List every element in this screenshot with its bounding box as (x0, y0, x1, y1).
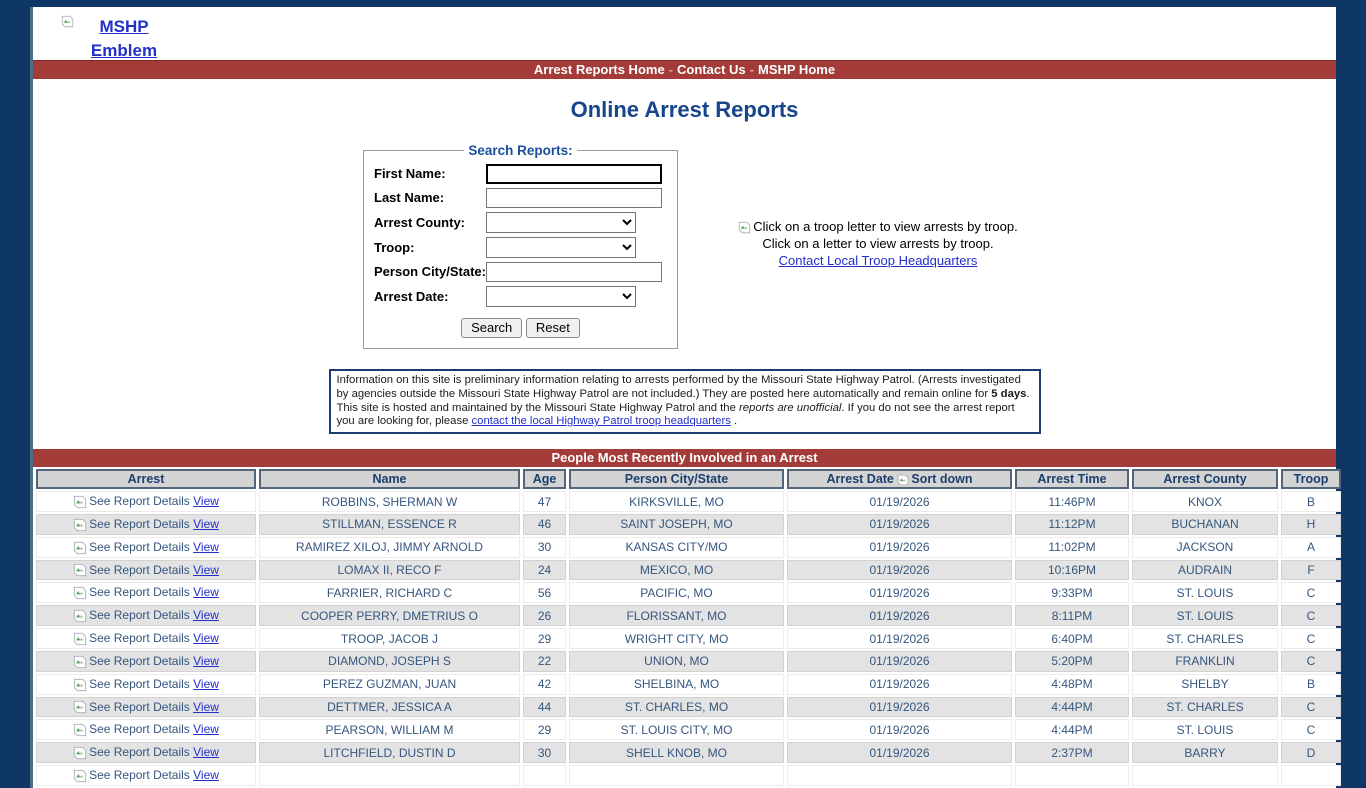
arrest-county-cell: ST. LOUIS (1132, 719, 1278, 740)
arrest-date-cell: 01/19/2026 (787, 537, 1012, 558)
name-cell: PEARSON, WILLIAM M (259, 719, 520, 740)
nav-arrest-reports-home-link[interactable]: Arrest Reports Home (533, 62, 665, 77)
arrest-table-row (36, 560, 1341, 581)
col-header-person-city-state: Person City/State (569, 469, 784, 489)
age-cell: 29 (523, 628, 566, 649)
name-cell: TROOP, JACOB J (259, 628, 520, 649)
arrest-table-row (36, 742, 1341, 763)
city-state-cell: KIRKSVILLE, MO (569, 491, 784, 512)
arrest-table (33, 467, 1344, 788)
arrest-table-row (36, 537, 1341, 558)
arrest-cell (36, 582, 256, 603)
arrest-county-cell: ST. LOUIS (1132, 582, 1278, 603)
arrest-table-row (36, 582, 1341, 603)
content-area (30, 7, 1336, 788)
see-report-details-text: See Report Details (89, 768, 190, 783)
view-report-link[interactable]: View (193, 745, 219, 760)
top-navbar (33, 60, 1336, 79)
broken-image-icon (73, 518, 87, 532)
arrest-county-cell: BUCHANAN (1132, 514, 1278, 535)
arrest-cell (36, 560, 256, 581)
notice-text: . (730, 415, 738, 428)
nav-contact-us-link[interactable]: Contact Us (677, 62, 746, 77)
arrest-table-row (36, 514, 1341, 535)
arrest-date-label: Arrest Date: (374, 288, 449, 304)
person-city-state-input[interactable] (486, 262, 662, 282)
arrest-cell (36, 765, 256, 786)
see-report-details-text: See Report Details (89, 745, 190, 760)
arrest-cell (36, 628, 256, 649)
search-reports-fieldset (363, 143, 678, 349)
arrest-date-cell: 01/19/2026 (787, 674, 1012, 695)
city-state-cell: UNION, MO (569, 651, 784, 672)
name-cell: DIAMOND, JOSEPH S (259, 651, 520, 672)
view-report-link[interactable]: View (193, 585, 219, 600)
see-report-details-text: See Report Details (89, 608, 190, 623)
arrest-table-row (36, 491, 1341, 512)
arrest-time-cell: 11:02PM (1015, 537, 1129, 558)
col-header-arrest-date (787, 469, 1012, 489)
arrest-cell (36, 651, 256, 672)
arrest-time-cell: 11:46PM (1015, 491, 1129, 512)
arrest-date-select[interactable] (486, 286, 636, 307)
arrest-time-cell: 9:33PM (1015, 582, 1129, 603)
last-name-label: Last Name: (374, 190, 445, 206)
first-name-label: First Name: (374, 166, 446, 182)
arrest-time-cell: 8:11PM (1015, 605, 1129, 626)
troop-cell: H (1281, 514, 1341, 535)
see-report-details-text: See Report Details (89, 631, 190, 646)
view-report-link[interactable]: View (193, 768, 219, 783)
arrest-time-cell: 6:40PM (1015, 628, 1129, 649)
broken-image-icon (73, 700, 87, 714)
arrest-county-cell: ST. CHARLES (1132, 628, 1278, 649)
name-cell: PEREZ GUZMAN, JUAN (259, 674, 520, 695)
see-report-details-text: See Report Details (89, 585, 190, 600)
view-report-link[interactable]: View (193, 494, 219, 509)
age-cell: 47 (523, 491, 566, 512)
col-header-arrest: Arrest (36, 469, 256, 489)
troop-map-alt-text: Click on a troop letter to view arrests by troop. (753, 219, 1018, 234)
search-button[interactable]: Search (461, 318, 522, 338)
arrest-cell (36, 674, 256, 695)
name-cell: DETTMER, JESSICA A (259, 697, 520, 718)
city-state-cell: PACIFIC, MO (569, 582, 784, 603)
view-report-link[interactable]: View (193, 608, 219, 623)
page-title: Online Arrest Reports (570, 97, 799, 122)
age-cell: 22 (523, 651, 566, 672)
troop-cell: D (1281, 742, 1341, 763)
contact-local-troop-link[interactable]: Contact Local Troop Headquarters (778, 253, 978, 269)
arrest-county-select[interactable] (486, 212, 636, 233)
arrest-time-cell: 5:20PM (1015, 651, 1129, 672)
troop-caption: Click on a letter to view arrests by troop. (762, 236, 994, 252)
col-header-arrest-time: Arrest Time (1015, 469, 1129, 489)
reset-button[interactable]: Reset (526, 318, 580, 338)
masthead (33, 7, 1336, 60)
name-cell: LOMAX II, RECO F (259, 560, 520, 581)
arrest-cell (36, 697, 256, 718)
notice-text: . This site is hosted and maintained by the Missouri State Highway Patrol and the (336, 387, 1030, 414)
troop-cell: C (1281, 628, 1341, 649)
col-header-age: Age (523, 469, 566, 489)
age-cell: 26 (523, 605, 566, 626)
col-header-arrest-county: Arrest County (1132, 469, 1278, 489)
see-report-details-text: See Report Details (89, 494, 190, 509)
city-state-cell: ST. LOUIS CITY, MO (569, 719, 784, 740)
broken-image-icon (73, 769, 87, 783)
see-report-details-text: See Report Details (89, 562, 190, 577)
broken-image-icon (73, 495, 87, 509)
arrest-cell (36, 537, 256, 558)
arrest-county-cell: BARRY (1132, 742, 1278, 763)
see-report-details-text: See Report Details (89, 539, 190, 554)
age-cell: 56 (523, 582, 566, 603)
view-report-link[interactable]: View (193, 516, 219, 531)
arrest-time-cell: 10:16PM (1015, 560, 1129, 581)
troop-label: Troop: (374, 239, 415, 255)
arrest-county-cell: ST. CHARLES (1132, 697, 1278, 718)
arrest-time-cell: 4:44PM (1015, 719, 1129, 740)
troop-cell: C (1281, 719, 1341, 740)
view-report-link[interactable]: View (193, 653, 219, 668)
name-cell: ROBBINS, SHERMAN W (259, 491, 520, 512)
city-state-cell: KANSAS CITY/MO (569, 537, 784, 558)
arrest-table-row (36, 719, 1341, 740)
notice-text: Information on this site is preliminary information relating to arrests performed by the Missouri State Highway Patrol. (Arrests investigated by agencies outside the Missouri State Highway Patrol are not included.) They are posted here automatically and remain online for (336, 374, 1021, 400)
arrest-table-row (36, 651, 1341, 672)
arrest-date-cell: 01/19/2026 (787, 560, 1012, 581)
name-cell: LITCHFIELD, DUSTIN D (259, 742, 520, 763)
broken-image-icon (73, 632, 87, 646)
age-cell: 30 (523, 742, 566, 763)
arrest-county-cell: SHELBY (1132, 674, 1278, 695)
arrest-time-cell: 11:12PM (1015, 514, 1129, 535)
arrest-county-cell: AUDRAIN (1132, 560, 1278, 581)
view-report-link[interactable]: View (193, 631, 219, 646)
arrest-county-label: Arrest County: (374, 214, 466, 230)
broken-image-icon (73, 563, 87, 577)
broken-image-icon (73, 655, 87, 669)
arrest-date-cell: 01/19/2026 (787, 697, 1012, 718)
broken-image-icon (897, 474, 909, 486)
arrest-table-header-row (36, 469, 1341, 489)
age-cell: 42 (523, 674, 566, 695)
arrest-county-cell: JACKSON (1132, 537, 1278, 558)
arrest-time-cell: 2:37PM (1015, 742, 1129, 763)
sort-down-link[interactable]: Sort down (911, 472, 973, 487)
arrest-table-row (36, 674, 1341, 695)
name-cell: STILLMAN, ESSENCE R (259, 514, 520, 535)
age-cell: 24 (523, 560, 566, 581)
see-report-details-text: See Report Details (89, 722, 190, 737)
arrest-date-cell: 01/19/2026 (787, 514, 1012, 535)
troop-panel (698, 219, 1058, 268)
troop-cell: C (1281, 697, 1341, 718)
view-report-link[interactable]: View (193, 722, 219, 737)
broken-image-icon (73, 609, 87, 623)
arrest-date-cell: 01/19/2026 (787, 651, 1012, 672)
view-report-link[interactable]: View (193, 676, 219, 691)
view-report-link[interactable]: View (193, 562, 219, 577)
notice-text: . If you do not see the arrest report you are looking for, please (336, 401, 1015, 428)
troop-select[interactable] (486, 237, 636, 258)
nav-separator: - (749, 62, 754, 77)
table-caption-bar: People Most Recently Involved in an Arrest (33, 449, 1336, 467)
arrest-date-cell: 01/19/2026 (787, 628, 1012, 649)
city-state-cell: SAINT JOSEPH, MO (569, 514, 784, 535)
troop-cell: C (1281, 605, 1341, 626)
troop-cell: F (1281, 560, 1341, 581)
troop-cell: B (1281, 674, 1341, 695)
broken-image-icon (73, 678, 87, 692)
arrest-table-row (36, 697, 1341, 718)
city-state-cell: WRIGHT CITY, MO (569, 628, 784, 649)
broken-image-icon (61, 15, 74, 28)
contact-troop-headquarters-link[interactable]: contact the local Highway Patrol troop headquarters (471, 415, 731, 428)
arrest-cell (36, 491, 256, 512)
age-cell: 30 (523, 537, 566, 558)
last-name-input[interactable] (486, 188, 662, 208)
city-state-cell: FLORISSANT, MO (569, 605, 784, 626)
see-report-details-text: See Report Details (89, 516, 190, 531)
arrest-date-cell: 01/19/2026 (787, 742, 1012, 763)
troop-cell: A (1281, 537, 1341, 558)
arrest-cell (36, 514, 256, 535)
city-state-cell: SHELL KNOB, MO (569, 742, 784, 763)
broken-image-icon (738, 221, 751, 234)
arrest-table-row (36, 605, 1341, 626)
arrest-cell (36, 719, 256, 740)
age-cell: 46 (523, 514, 566, 535)
mshp-emblem-link[interactable]: MSHP Emblem (90, 17, 158, 60)
arrest-time-cell: 4:48PM (1015, 674, 1129, 695)
nav-separator: - (668, 62, 674, 77)
troop-cell: B (1281, 491, 1341, 512)
broken-image-icon (73, 746, 87, 760)
name-cell: RAMIREZ XILOJ, JIMMY ARNOLD (259, 537, 520, 558)
person-city-state-label: Person City/State: (374, 264, 486, 280)
arrest-table-body (36, 491, 1341, 786)
nav-mshp-home-link[interactable]: MSHP Home (758, 62, 836, 77)
arrest-date-cell: 01/19/2026 (787, 582, 1012, 603)
notice-bold-5-days: 5 days (991, 387, 1027, 400)
name-cell: COOPER PERRY, DMETRIUS O (259, 605, 520, 626)
arrest-county-cell: ST. LOUIS (1132, 605, 1278, 626)
arrest-date-cell: 01/19/2026 (787, 605, 1012, 626)
arrest-table-row (36, 628, 1341, 649)
arrest-cell (36, 605, 256, 626)
notice-italic-unofficial: reports are unofficial (739, 401, 842, 414)
arrest-cell (36, 742, 256, 763)
col-header-troop: Troop (1281, 469, 1341, 489)
view-report-link[interactable]: View (193, 539, 219, 554)
view-report-link[interactable]: View (193, 699, 219, 714)
see-report-details-text: See Report Details (89, 699, 190, 714)
name-cell: FARRIER, RICHARD C (259, 582, 520, 603)
age-cell: 29 (523, 719, 566, 740)
city-state-cell: SHELBINA, MO (569, 674, 784, 695)
troop-cell: C (1281, 582, 1341, 603)
search-section (363, 143, 1336, 349)
arrest-date-cell: 01/19/2026 (787, 719, 1012, 740)
arrest-time-cell: 4:44PM (1015, 697, 1129, 718)
first-name-input[interactable] (486, 164, 662, 184)
broken-image-icon (73, 723, 87, 737)
arrest-county-cell: FRANKLIN (1132, 651, 1278, 672)
arrest-table-row-partial (36, 765, 1341, 786)
notice-box (329, 369, 1041, 434)
troop-cell: C (1281, 651, 1341, 672)
col-header-name: Name (259, 469, 520, 489)
arrest-date-header-label: Arrest Date (826, 472, 894, 487)
see-report-details-text: See Report Details (89, 676, 190, 691)
city-state-cell: MEXICO, MO (569, 560, 784, 581)
arrest-county-cell: KNOX (1132, 491, 1278, 512)
arrest-date-cell: 01/19/2026 (787, 491, 1012, 512)
city-state-cell: ST. CHARLES, MO (569, 697, 784, 718)
broken-image-icon (73, 541, 87, 555)
see-report-details-text: See Report Details (89, 653, 190, 668)
search-reports-legend: Search Reports: (468, 143, 573, 158)
broken-image-icon (73, 586, 87, 600)
age-cell: 44 (523, 697, 566, 718)
